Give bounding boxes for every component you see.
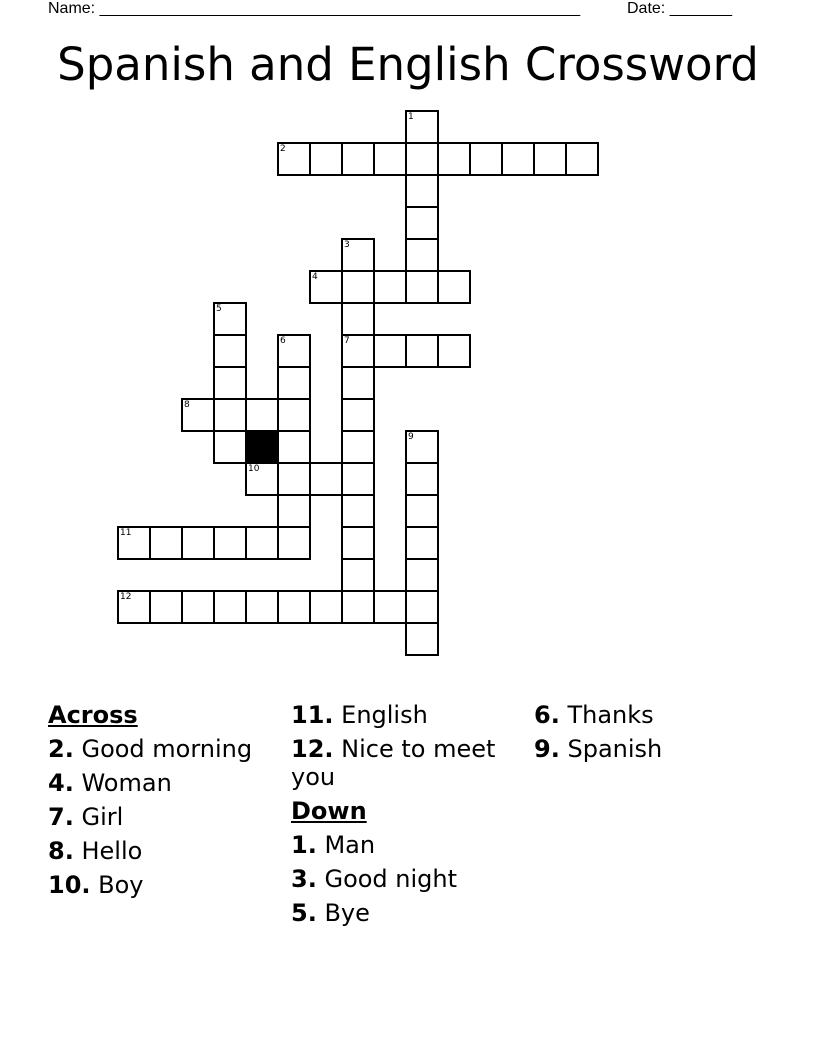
grid-cell[interactable] [181, 398, 215, 432]
grid-cell[interactable] [309, 270, 343, 304]
grid-cell[interactable] [405, 430, 439, 464]
grid-cell[interactable] [533, 142, 567, 176]
clue-number: 5. [291, 899, 317, 927]
across-heading: Across [48, 701, 138, 729]
clue-number: 4. [48, 769, 74, 797]
cell-number: 5 [216, 304, 222, 314]
clue-text: Nice to meet you [291, 735, 496, 791]
grid-cell[interactable] [341, 142, 375, 176]
grid-cell[interactable] [405, 462, 439, 496]
down-heading: Down [291, 797, 367, 825]
clue-down-9 [534, 735, 762, 763]
grid-cell[interactable] [277, 462, 311, 496]
grid-cell[interactable] [341, 430, 375, 464]
grid-cell[interactable] [341, 398, 375, 432]
clue-across-4 [48, 769, 276, 797]
grid-cell[interactable] [149, 590, 183, 624]
clue-text: Spanish [567, 735, 663, 763]
date-field[interactable]: Date: _______ [627, 0, 732, 17]
grid-cell[interactable] [405, 494, 439, 528]
cell-number: 7 [344, 336, 350, 346]
clue-across-7 [48, 803, 276, 831]
grid-cell[interactable] [437, 270, 471, 304]
grid-cell[interactable] [213, 430, 247, 464]
grid-cell[interactable] [341, 334, 375, 368]
grid-cell[interactable] [213, 302, 247, 336]
grid-cell[interactable] [469, 142, 503, 176]
cell-number: 2 [280, 144, 286, 154]
name-field[interactable]: Name: ______________________________________________________ [48, 0, 581, 17]
clue-text: Woman [81, 769, 172, 797]
grid-cell[interactable] [405, 238, 439, 272]
clue-down-3 [291, 865, 519, 893]
clue-across-11 [291, 701, 519, 729]
page-title: Spanish and English Crossword [57, 38, 759, 91]
cell-number: 4 [312, 272, 318, 282]
clue-column-3 [534, 701, 762, 769]
clue-down-1 [291, 831, 519, 859]
clue-text: Hello [81, 837, 143, 865]
shaded-cell [245, 430, 279, 464]
grid-cell[interactable] [277, 334, 311, 368]
cell-number: 10 [248, 464, 260, 474]
grid-cell[interactable] [565, 142, 599, 176]
grid-cell[interactable] [213, 398, 247, 432]
cell-number: 11 [120, 528, 132, 538]
clue-text: Bye [324, 899, 370, 927]
grid-cell[interactable] [405, 334, 439, 368]
grid-cell[interactable] [437, 334, 471, 368]
cell-number: 1 [408, 112, 414, 122]
grid-cell[interactable] [149, 526, 183, 560]
grid-cell[interactable] [213, 526, 247, 560]
grid-cell[interactable] [277, 526, 311, 560]
grid-cell[interactable] [405, 558, 439, 592]
clue-number: 12. [291, 735, 334, 763]
clue-number: 9. [534, 735, 560, 763]
grid-cell[interactable] [277, 142, 311, 176]
grid-cell[interactable] [341, 494, 375, 528]
clue-number: 6. [534, 701, 560, 729]
clue-number: 2. [48, 735, 74, 763]
clue-text: Good night [324, 865, 458, 893]
grid-cell[interactable] [277, 430, 311, 464]
clue-text: Boy [98, 871, 144, 899]
grid-cell[interactable] [213, 366, 247, 400]
grid-cell[interactable] [437, 142, 471, 176]
grid-cell[interactable] [181, 590, 215, 624]
clue-across-12 [291, 735, 519, 791]
grid-cell[interactable] [213, 590, 247, 624]
grid-cell[interactable] [277, 590, 311, 624]
grid-cell[interactable] [405, 526, 439, 560]
grid-cell[interactable] [117, 590, 151, 624]
grid-cell[interactable] [117, 526, 151, 560]
cell-number: 3 [344, 240, 350, 250]
grid-cell[interactable] [181, 526, 215, 560]
clue-number: 3. [291, 865, 317, 893]
clue-column-1 [48, 701, 276, 905]
cell-number: 6 [280, 336, 286, 346]
grid-cell[interactable] [277, 366, 311, 400]
grid-cell[interactable] [373, 590, 407, 624]
grid-cell[interactable] [341, 590, 375, 624]
clue-across-10 [48, 871, 276, 899]
clue-down-5 [291, 899, 519, 927]
clue-number: 7. [48, 803, 74, 831]
clue-column-2 [291, 701, 519, 933]
grid-cell[interactable] [309, 462, 343, 496]
grid-cell[interactable] [245, 462, 279, 496]
clue-text: Man [324, 831, 376, 859]
clue-number: 1. [291, 831, 317, 859]
grid-cell[interactable] [309, 142, 343, 176]
grid-cell[interactable] [245, 526, 279, 560]
grid-cell[interactable] [309, 590, 343, 624]
grid-cell[interactable] [245, 398, 279, 432]
grid-cell[interactable] [373, 142, 407, 176]
grid-cell[interactable] [405, 590, 439, 624]
grid-cell[interactable] [501, 142, 535, 176]
clue-text: Good morning [81, 735, 253, 763]
grid-cell[interactable] [213, 334, 247, 368]
cell-number: 9 [408, 432, 414, 442]
grid-cell[interactable] [245, 590, 279, 624]
grid-cell[interactable] [405, 174, 439, 208]
clue-across-8 [48, 837, 276, 865]
grid-cell[interactable] [341, 462, 375, 496]
grid-cell[interactable] [405, 270, 439, 304]
grid-cell[interactable] [341, 526, 375, 560]
cell-number: 12 [120, 592, 132, 602]
grid-cell[interactable] [373, 270, 407, 304]
clue-down-6 [534, 701, 762, 729]
grid-cell[interactable] [373, 334, 407, 368]
grid-cell[interactable] [405, 622, 439, 656]
grid-cell[interactable] [277, 494, 311, 528]
clue-text: English [341, 701, 428, 729]
grid-cell[interactable] [405, 206, 439, 240]
clue-number: 10. [48, 871, 91, 899]
grid-cell[interactable] [341, 238, 375, 272]
clue-across-2 [48, 735, 276, 763]
grid-cell[interactable] [341, 366, 375, 400]
grid-cell[interactable] [277, 398, 311, 432]
clue-number: 11. [291, 701, 334, 729]
grid-cell[interactable] [405, 110, 439, 144]
grid-cell[interactable] [405, 142, 439, 176]
clue-number: 8. [48, 837, 74, 865]
cell-number: 8 [184, 400, 190, 410]
grid-cell[interactable] [341, 558, 375, 592]
clue-text: Girl [81, 803, 124, 831]
clue-text: Thanks [567, 701, 654, 729]
grid-cell[interactable] [341, 302, 375, 336]
grid-cell[interactable] [341, 270, 375, 304]
